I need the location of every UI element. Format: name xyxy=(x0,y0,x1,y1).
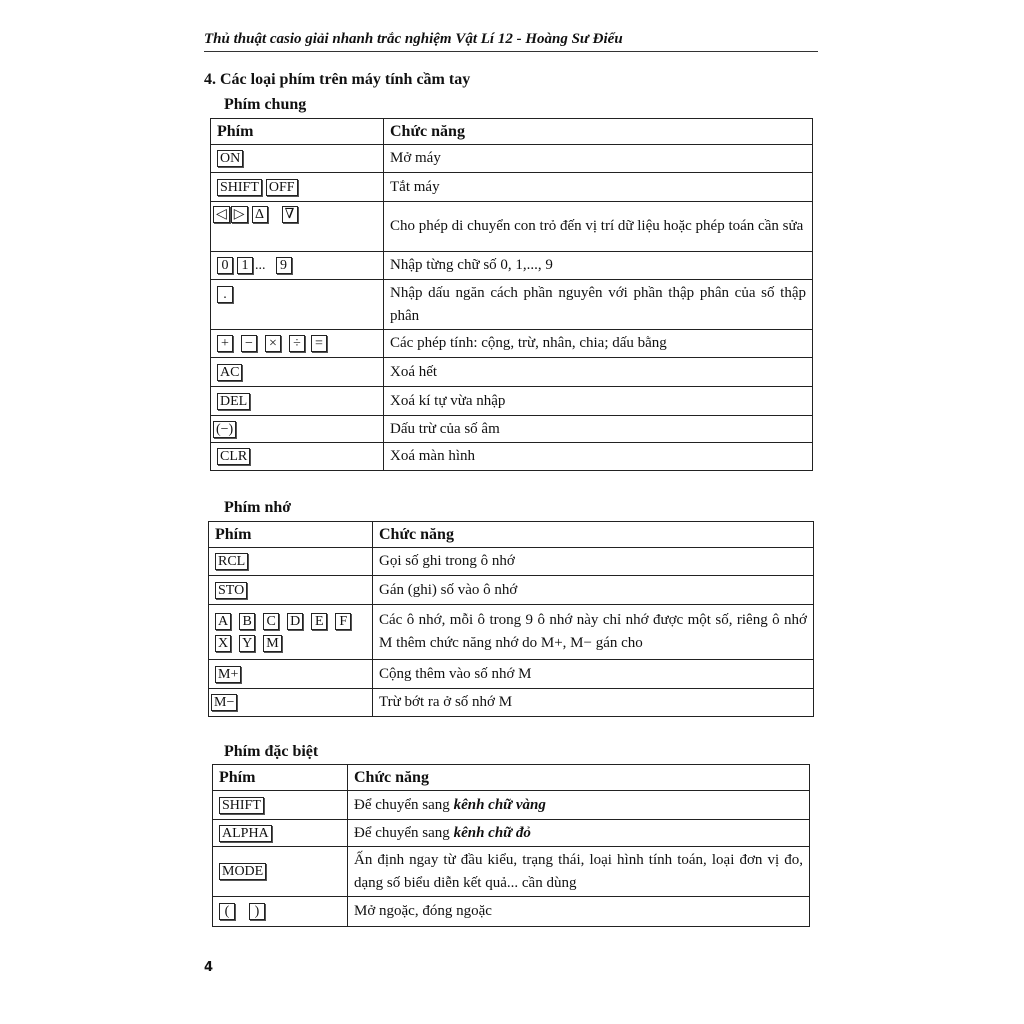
table-row xyxy=(209,605,814,660)
del-key: DEL xyxy=(217,393,250,410)
table-row xyxy=(211,202,813,252)
col-fn-header: Chức năng xyxy=(348,765,810,791)
function-text: Xoá hết xyxy=(384,358,813,387)
table-row xyxy=(209,576,814,605)
function-text: Nhập dấu ngăn cách phần nguyên với phần thập phân của số thập phân xyxy=(384,280,813,330)
memory-e-key: E xyxy=(311,613,327,630)
equals-key: = xyxy=(311,335,327,352)
memory-keys-title: Phím nhớ xyxy=(224,499,292,516)
digit-1-key: 1 xyxy=(237,257,253,274)
left-arrow-key: ◁ xyxy=(213,206,230,223)
function-text xyxy=(348,820,810,847)
multiply-key: × xyxy=(265,335,281,352)
digit-0-key: 0 xyxy=(217,257,233,274)
function-text: Ấn định ngay từ đầu kiểu, trạng thái, loại hình tính toán, loại đơn vị đo, dạng số biểu diễn kết quả... cần dùng xyxy=(348,847,810,897)
memory-a-key: A xyxy=(215,613,231,630)
shift-key: SHIFT xyxy=(219,797,264,814)
table-row xyxy=(209,689,814,717)
memory-c-key: C xyxy=(263,613,279,630)
function-text: Các ô nhớ, mỗi ô trong 9 ô nhớ này chỉ nhớ được một số, riêng ô nhớ M thêm chức năng nhớ do M+, M− gán cho xyxy=(373,605,814,660)
running-header: Thủ thuật casio giải nhanh trắc nghiệm Vật Lí 12 - Hoàng Sư Điểu xyxy=(204,30,818,52)
table-row xyxy=(213,820,810,847)
memory-y-key: Y xyxy=(239,635,255,652)
table-row xyxy=(211,280,813,330)
close-paren-key: ) xyxy=(249,903,265,920)
memory-b-key: B xyxy=(239,613,255,630)
memory-d-key: D xyxy=(287,613,303,630)
special-keys-title: Phím đặc biệt xyxy=(224,743,319,760)
function-text: Mở máy xyxy=(384,145,813,173)
memory-keys-table xyxy=(208,521,814,717)
ellipsis: ... xyxy=(255,258,266,273)
memory-m-key: M xyxy=(263,635,281,652)
page-number: 4 xyxy=(204,960,214,975)
col-key-header: Phím xyxy=(211,119,384,145)
clr-key: CLR xyxy=(217,448,250,465)
table-row xyxy=(209,660,814,689)
rcl-key: RCL xyxy=(215,553,248,570)
col-fn-header: Chức năng xyxy=(373,522,814,548)
table-row xyxy=(211,443,813,471)
table-row xyxy=(213,791,810,820)
function-text: Mở ngoặc, đóng ngoặc xyxy=(348,897,810,927)
table-row xyxy=(213,847,810,897)
m-minus-key: M− xyxy=(211,694,237,711)
divide-key: ÷ xyxy=(289,335,305,352)
right-arrow-key: ▷ xyxy=(231,206,248,223)
digit-9-key: 9 xyxy=(276,257,292,274)
down-arrow-key: ∇ xyxy=(282,206,298,223)
general-keys-table xyxy=(210,118,813,471)
table-row xyxy=(211,416,813,443)
function-text-prefix: Để chuyển sang xyxy=(354,824,454,841)
decimal-point-key: . xyxy=(217,286,233,303)
memory-x-key: X xyxy=(215,635,231,652)
col-fn-header: Chức năng xyxy=(384,119,813,145)
sto-key: STO xyxy=(215,582,247,599)
m-plus-key: M+ xyxy=(215,666,241,683)
table-row xyxy=(209,548,814,576)
emphasis-text: kênh chữ vàng xyxy=(453,796,546,813)
section-title: 4. Các loại phím trên máy tính cầm tay xyxy=(204,71,471,88)
table-row xyxy=(211,173,813,202)
function-text: Xoá màn hình xyxy=(384,443,813,471)
table-row xyxy=(211,252,813,280)
emphasis-text: kênh chữ đỏ xyxy=(453,824,531,841)
table-row xyxy=(211,145,813,173)
function-text: Tắt máy xyxy=(384,173,813,202)
function-text xyxy=(348,791,810,820)
function-text: Cộng thêm vào số nhớ M xyxy=(373,660,814,689)
table-row xyxy=(211,330,813,358)
memory-f-key: F xyxy=(335,613,351,630)
alpha-key: ALPHA xyxy=(219,825,272,842)
function-text: Cho phép di chuyển con trỏ đến vị trí dữ liệu hoặc phép toán cần sửa xyxy=(384,202,813,252)
mode-key: MODE xyxy=(219,863,266,880)
function-text: Các phép tính: cộng, trừ, nhân, chia; dấu bằng xyxy=(384,330,813,358)
plus-key: + xyxy=(217,335,233,352)
table-header-row xyxy=(211,119,813,145)
function-text-prefix: Để chuyển sang xyxy=(354,796,454,813)
ac-key: AC xyxy=(217,364,242,381)
function-text: Nhập từng chữ số 0, 1,..., 9 xyxy=(384,252,813,280)
table-header-row xyxy=(213,765,810,791)
function-text: Xoá kí tự vừa nhập xyxy=(384,387,813,416)
on-key: ON xyxy=(217,150,243,167)
col-key-header: Phím xyxy=(213,765,348,791)
negative-key: (−) xyxy=(213,421,236,438)
function-text: Gán (ghi) số vào ô nhớ xyxy=(373,576,814,605)
up-arrow-key: Δ xyxy=(252,206,268,223)
function-text: Dấu trừ của số âm xyxy=(384,416,813,443)
table-header-row xyxy=(209,522,814,548)
col-key-header: Phím xyxy=(209,522,373,548)
open-paren-key: ( xyxy=(219,903,235,920)
general-keys-title: Phím chung xyxy=(224,96,307,113)
special-keys-table xyxy=(212,764,810,927)
shift-key: SHIFT xyxy=(217,179,262,196)
table-row xyxy=(211,358,813,387)
function-text: Trừ bớt ra ở số nhớ M xyxy=(373,689,814,717)
minus-key: − xyxy=(241,335,257,352)
table-row xyxy=(211,387,813,416)
off-key: OFF xyxy=(266,179,298,196)
table-row xyxy=(213,897,810,927)
function-text: Gọi số ghi trong ô nhớ xyxy=(373,548,814,576)
